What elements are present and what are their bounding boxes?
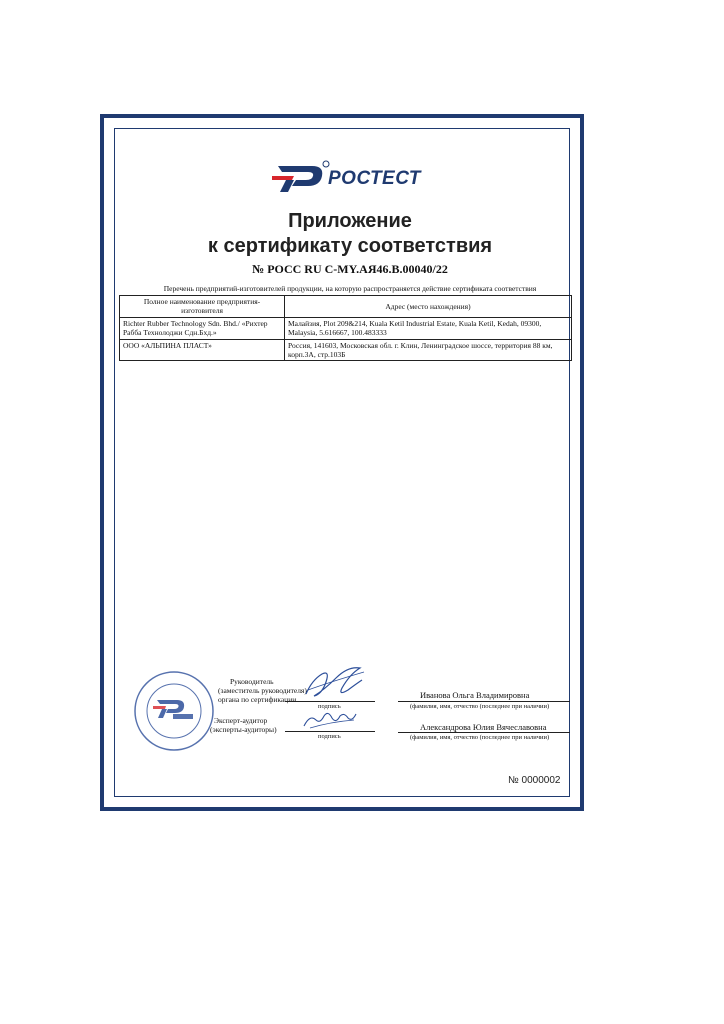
certificate-number: № РОСС RU С-MY.АЯ46.В.00040/22 — [252, 262, 448, 276]
table-row — [120, 339, 572, 361]
table-header-row — [120, 296, 572, 318]
auditor-role-line1: Эксперт-аудитор — [214, 716, 268, 725]
column-header-name: Полное наименование предприятия-изготовителя — [120, 296, 285, 318]
manufacturers-table — [119, 295, 572, 361]
manufacturer-address: Россия, 141603, Московская обл. г. Клин, Ленинградское шоссе, территория 88 км, корп.3А, стр.103Б — [285, 339, 572, 361]
intro-text: Перечень предприятий-изготовителей продукции, на которую распространяется действие сертификата соответствия — [163, 284, 537, 293]
auditor-name-hint: (фамилия, имя, отчество (последнее при наличии) — [410, 734, 550, 741]
auditor-name-line — [398, 732, 570, 733]
manufacturer-name: Richter Rubber Technology Sdn. Bhd./ «Рихтер Рабба Технолоджи Сдн.Бхд.» — [120, 317, 285, 339]
head-signature-line — [285, 701, 375, 702]
head-full-name: Иванова Ольга Владимировна — [420, 690, 530, 700]
page-title: Приложение — [288, 210, 412, 232]
form-number: № 0000002 — [508, 775, 561, 786]
head-sign-label: подпись — [318, 703, 341, 710]
logo-brand-text: РОСТЕСТ — [328, 168, 421, 189]
auditor-signature-line — [285, 731, 375, 732]
certification-seal-icon — [133, 670, 215, 752]
column-header-address: Адрес (место нахождения) — [285, 296, 572, 318]
page-subtitle: к сертификату соответствия — [207, 235, 493, 257]
head-role-line1: Руководитель — [230, 677, 274, 686]
table-row — [120, 317, 572, 339]
auditor-full-name: Александрова Юлия Вячеславовна — [420, 722, 547, 732]
head-signature-icon — [300, 660, 370, 702]
head-role-label — [218, 677, 307, 704]
auditor-sign-label: подпись — [318, 733, 341, 740]
auditor-signature-icon — [300, 706, 360, 732]
head-name-line — [398, 701, 570, 702]
auditor-role-label — [210, 716, 277, 734]
head-role-line2: (заместитель руководителя) — [218, 686, 307, 695]
manufacturer-address: Малайзия, Plot 209&214, Kuala Ketil Industrial Estate, Kuala Ketil, Kedah, 09300, Malaysia, 5.616667, 100.483333 — [285, 317, 572, 339]
head-name-hint: (фамилия, имя, отчество (последнее при наличии) — [410, 703, 550, 710]
head-role-line3: органа по сертификации — [218, 695, 297, 704]
auditor-role-line2: (эксперты-аудиторы) — [210, 725, 277, 734]
manufacturer-name: ООО «АЛЬПИНА ПЛАСТ» — [120, 339, 285, 361]
